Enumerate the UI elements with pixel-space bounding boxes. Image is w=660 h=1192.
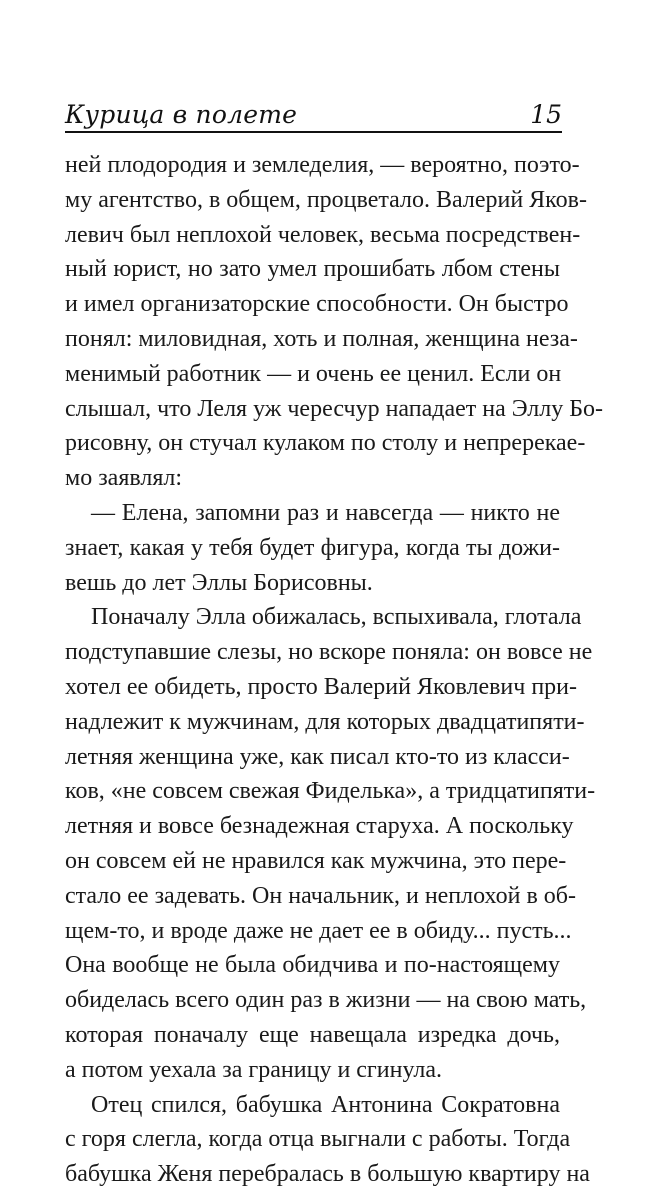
body-text <box>65 148 604 1192</box>
page-number: 15 <box>530 100 562 129</box>
running-title: Курица в полете <box>65 100 298 129</box>
text-line: — Елена, запомни раз и навсегда — никто не <box>91 499 560 526</box>
text-line: ней плодородия и земледелия, — вероятно, поэто- <box>65 152 580 178</box>
text-line: левич был неплохой человек, весьма посредствен- <box>65 221 581 248</box>
text-line: и имел организаторские способности. Он быстро <box>65 291 569 318</box>
text-line: надлежит к мужчинам, для которых двадцатипяти- <box>65 708 585 735</box>
text-line: щем-то, и вроде даже не дает ее в обиду... пусть... <box>65 917 572 944</box>
text-line: менимый работник — и очень ее ценил. Если он <box>65 360 562 387</box>
text-line: ков, «не совсем свежая Фиделька», а тридцатипяти- <box>65 778 596 805</box>
text-line: ный юрист, но зато умел прошибать лбом стены <box>65 256 560 283</box>
text-line: а потом уехала за границу и сгинула. <box>65 1056 443 1083</box>
text-line: подступавшие слезы, но вскоре поняла: он вовсе не <box>65 639 593 666</box>
text-line: слышал, что Леля уж чересчур нападает на Эллу Бо- <box>65 395 604 422</box>
page-header <box>65 98 562 130</box>
text-line: Поначалу Элла обижалась, вспыхивала, глотала <box>91 604 582 631</box>
text-line: с горя слегла, когда отца выгнали с работы. Тогда <box>65 1126 571 1153</box>
text-line: Она вообще не была обидчива и по-настоящему <box>65 952 560 979</box>
text-line: бабушка Женя перебралась в большую квартиру на <box>65 1161 590 1188</box>
text-line: Отец спился, бабушка Антонина Сократовна <box>91 1091 560 1118</box>
text-line: рисовну, он стучал кулаком по столу и непререкае- <box>65 430 586 457</box>
text-line: которая поначалу еще навещала изредка дочь, <box>65 1021 560 1048</box>
text-line: он совсем ей не нравился как мужчина, это пере- <box>65 847 567 874</box>
text-line: стало ее задевать. Он начальник, и неплохой в об- <box>65 882 576 909</box>
text-line: понял: миловидная, хоть и полная, женщина неза- <box>65 325 578 352</box>
paragraph <box>65 600 596 1087</box>
header-rule <box>65 131 562 133</box>
text-line: мо заявлял: <box>65 465 183 492</box>
text-line: обиделась всего один раз в жизни — на свою мать, <box>65 987 587 1014</box>
text-line: му агентство, в общем, процветало. Валерий Яков- <box>65 186 587 213</box>
text-line: хотел ее обидеть, просто Валерий Яковлевич при- <box>65 673 578 700</box>
text-line: летняя и вовсе безнадежная старуха. А поскольку <box>65 813 574 840</box>
paragraph <box>65 496 560 600</box>
paragraph <box>65 148 604 496</box>
paragraph <box>65 1088 590 1192</box>
text-line: вешь до лет Эллы Борисовны. <box>65 569 373 596</box>
text-line: летняя женщина уже, как писал кто-то из класси- <box>65 743 570 770</box>
text-line: знает, какая у тебя будет фигура, когда ты дожи- <box>65 534 560 561</box>
